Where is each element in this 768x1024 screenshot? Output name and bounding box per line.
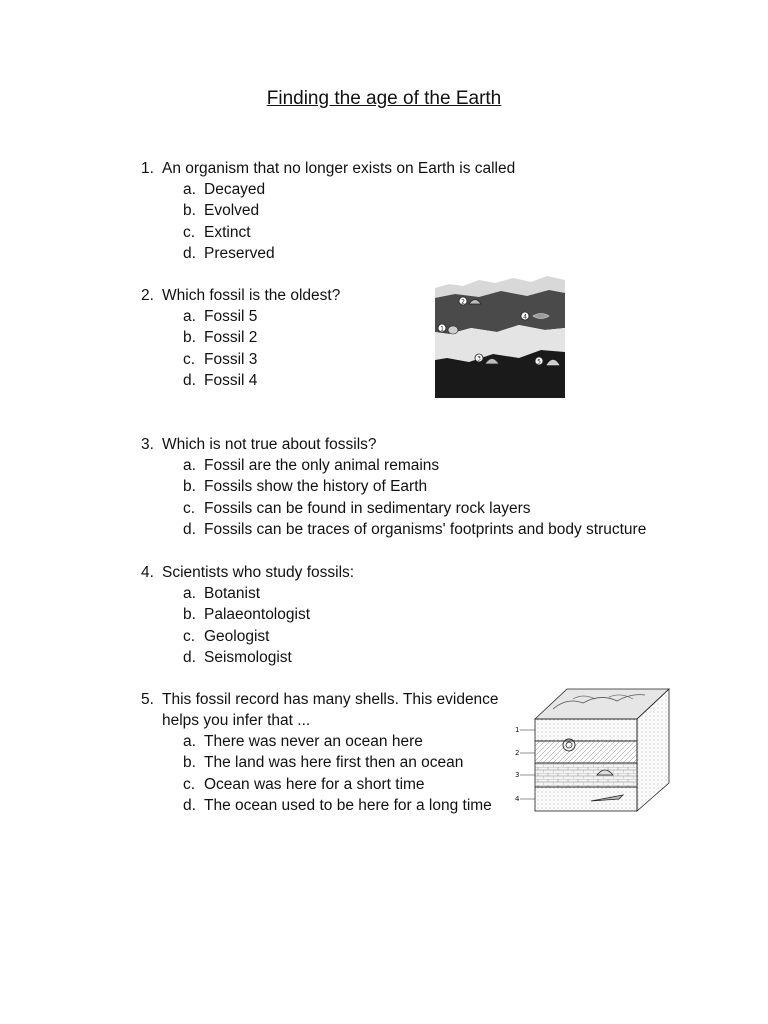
option-text: Extinct xyxy=(204,223,251,241)
fossil-label: 3 xyxy=(477,355,481,363)
option-d[interactable] xyxy=(183,370,340,391)
option-b[interactable] xyxy=(183,476,646,497)
worksheet-title: Finding the age of the Earth xyxy=(266,88,502,109)
question-number: 1. xyxy=(141,160,154,177)
question-text: Scientists who study fossils: xyxy=(162,564,355,581)
question-text: Which fossil is the oldest? xyxy=(162,287,341,304)
question-2 xyxy=(141,285,340,391)
fossil-label: 5 xyxy=(537,358,541,366)
question-text: This fossil record has many shells. This evidence xyxy=(162,691,499,708)
layer-label: 3 xyxy=(515,771,520,779)
option-c[interactable] xyxy=(183,626,354,647)
rock-layers-fossil-figure xyxy=(435,270,565,400)
layer-label: 2 xyxy=(515,749,520,757)
question-number: 3. xyxy=(141,436,154,453)
question-text: Which is not true about fossils? xyxy=(162,436,377,453)
option-text: Ocean was here for a short time xyxy=(204,775,425,793)
option-d[interactable] xyxy=(183,795,499,816)
layer-label: 1 xyxy=(515,726,520,734)
option-text: Fossil 5 xyxy=(204,308,258,325)
option-letter: c. xyxy=(183,350,196,368)
fossil-label: 2 xyxy=(461,298,465,306)
option-text: Fossil 3 xyxy=(204,350,258,368)
option-letter: a. xyxy=(183,308,196,325)
option-letter: b. xyxy=(183,754,196,772)
option-text: Seismologist xyxy=(204,648,292,666)
option-c[interactable] xyxy=(183,349,340,370)
fossil-label: 1 xyxy=(440,325,444,333)
option-letter: d. xyxy=(183,648,196,666)
option-letter: b. xyxy=(183,202,196,220)
option-letter: c. xyxy=(183,627,196,645)
option-letter: b. xyxy=(183,606,196,624)
option-letter: a. xyxy=(183,181,196,198)
option-a[interactable] xyxy=(183,179,515,200)
answer-options xyxy=(183,455,646,540)
answer-options xyxy=(183,583,354,668)
answer-options xyxy=(183,306,340,391)
option-c[interactable] xyxy=(183,774,499,795)
fossil-label: 4 xyxy=(523,313,527,321)
option-text: Evolved xyxy=(204,202,260,220)
option-a[interactable] xyxy=(183,306,340,327)
option-letter: c. xyxy=(183,499,196,517)
option-text: Geologist xyxy=(204,627,270,645)
option-letter: a. xyxy=(183,585,196,602)
question-3 xyxy=(141,434,646,540)
option-letter: a. xyxy=(183,733,196,750)
option-text: Fossils can be found in sedimentary rock layers xyxy=(204,499,531,517)
option-text: Fossils can be traces of organisms' footprints and body structure xyxy=(204,520,647,538)
option-letter: c. xyxy=(183,223,196,241)
option-text: Fossil 4 xyxy=(204,371,258,389)
option-b[interactable] xyxy=(183,200,515,221)
answer-options xyxy=(183,731,499,816)
question-5 xyxy=(141,689,499,816)
option-letter: c. xyxy=(183,775,196,793)
option-letter: d. xyxy=(183,244,196,262)
option-b[interactable] xyxy=(183,327,340,348)
option-b[interactable] xyxy=(183,604,354,625)
option-text: Fossils show the history of Earth xyxy=(204,478,428,496)
option-c[interactable] xyxy=(183,222,515,243)
option-a[interactable] xyxy=(183,583,354,604)
option-text: Decayed xyxy=(204,181,266,198)
question-1 xyxy=(141,158,515,264)
option-d[interactable] xyxy=(183,519,646,540)
option-text: Fossil are the only animal remains xyxy=(204,457,440,474)
option-text: Palaeontologist xyxy=(204,606,310,624)
option-text: Preserved xyxy=(204,244,275,262)
option-d[interactable] xyxy=(183,647,354,668)
option-letter: d. xyxy=(183,520,196,538)
question-text-continued: helps you infer that ... xyxy=(162,712,311,729)
option-letter: d. xyxy=(183,371,196,389)
option-text: There was never an ocean here xyxy=(204,733,423,750)
question-number: 5. xyxy=(141,691,154,708)
option-text: The ocean used to be here for a long time xyxy=(204,796,492,814)
option-text: Fossil 2 xyxy=(204,329,258,347)
answer-options xyxy=(183,179,515,264)
option-letter: a. xyxy=(183,457,196,474)
question-number: 2. xyxy=(141,287,154,304)
option-c[interactable] xyxy=(183,498,646,519)
question-text: An organism that no longer exists on Earth is called xyxy=(162,160,516,177)
option-text: The land was here first then an ocean xyxy=(204,754,464,772)
option-a[interactable] xyxy=(183,455,646,476)
question-number: 4. xyxy=(141,564,154,581)
layer-label: 4 xyxy=(515,795,520,803)
option-a[interactable] xyxy=(183,731,499,752)
option-letter: b. xyxy=(183,478,196,496)
option-letter: b. xyxy=(183,329,196,347)
option-b[interactable] xyxy=(183,752,499,773)
option-d[interactable] xyxy=(183,243,515,264)
question-4 xyxy=(141,562,354,668)
option-letter: d. xyxy=(183,796,196,814)
rock-block-shell-figure xyxy=(513,683,673,815)
option-text: Botanist xyxy=(204,585,261,602)
